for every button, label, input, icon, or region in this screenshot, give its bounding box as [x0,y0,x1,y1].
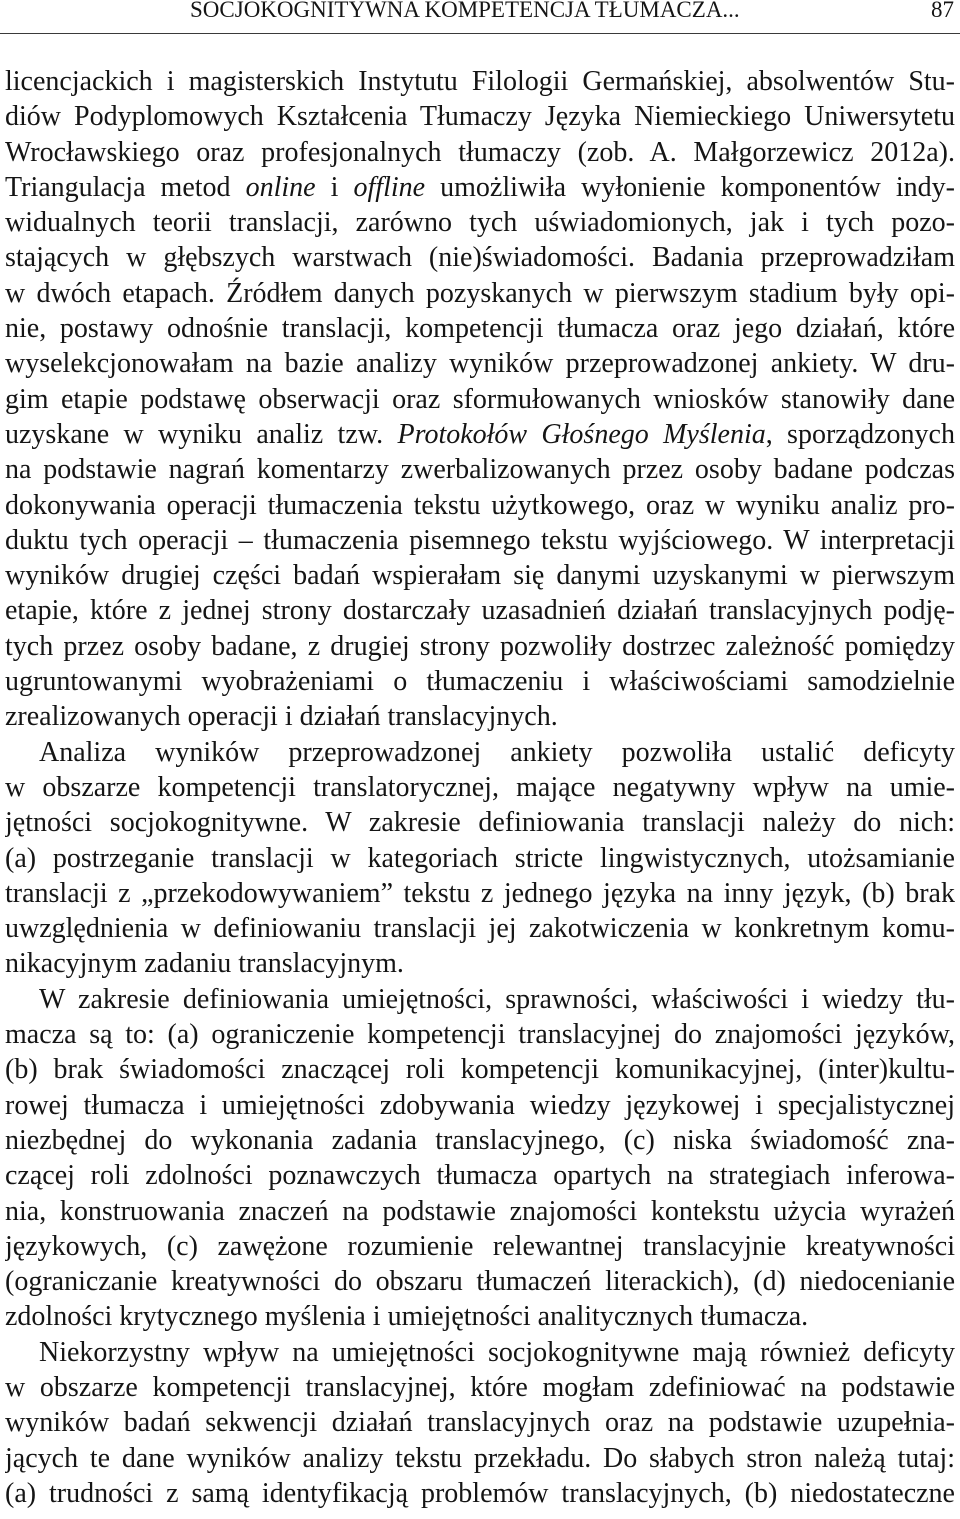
text-segment: jących te dane wyników analizy tekstu przekładu. Do słabych stron należą tutaj: [5,1442,955,1474]
text-segment: licencjackich i magisterskich Instytutu Filologii Germańskiej, absolwentów Stu- [5,66,955,97]
text-segment: niezbędnej do wykonania zadania translacyjnego, (c) niska świadomość zna- [5,1124,955,1156]
text-segment: gim etapie podstawę obserwacji oraz sformułowanych wniosków stanowiły dane [5,383,955,415]
paragraph [5,982,955,1335]
text-segment: na podstawie nagrań komentarzy zwerbalizowanych przez osoby badane podczas [5,454,955,486]
text-segment: w obszarze kompetencji translatorycznej, mające negatywny wpływ na umie- [5,771,955,803]
text-line [5,1194,955,1229]
text-segment: (a) postrzeganie translacji w kategoriach stricte lingwistycznych, utożsamianie [5,842,955,874]
paragraph [5,735,955,982]
paragraph [5,1335,955,1511]
text-segment: czącej roli zdolności poznawczych tłumacza opartych na strategiach inferowa- [5,1160,955,1192]
text-segment: Triangulacja metod [5,171,246,203]
text-segment: duktu tych operacji – tłumaczenia pisemnego tekstu wyjściowego. W interpretacji [5,524,955,556]
text-line [5,135,955,170]
text-segment: diów Podyplomowych Kształcenia Tłumaczy Języka Niemieckiego Uniwersytetu [5,101,955,133]
text-segment: w obszarze kompetencji translacyjnej, które mogłam zdefiniować na podstawie [5,1371,955,1403]
text-segment: rowej tłumacza i umiejętności zdobywania wiedzy językowej i specjalistycznej [5,1089,955,1121]
text-segment: ugruntowanymi wyobrażeniami o tłumaczeniu i właściwościami samodzielnie [5,666,955,698]
text-line [5,99,955,134]
text-segment: widualnych teorii translacji, zarówno tych uświadomionych, jak i tych pozo- [5,207,955,239]
text-segment: wyselekcjonowałam na bazie analizy wyników przeprowadzonej ankiety. W dru- [5,348,955,380]
text-line [5,1017,955,1052]
text-line [5,593,955,628]
text-segment: i [315,171,354,203]
text-segment: , sporządzonych [765,418,955,450]
text-segment: nia, konstruowania znaczeń na podstawie znajomości kontekstu użycia wyrażeń [5,1195,955,1227]
text-segment: Niekorzystny wpływ na umiejętności socjokognitywne mają również deficyty [39,1336,955,1368]
text-segment: Analiza wyników przeprowadzonej ankiety pozwoliła ustalić deficyty [39,736,955,768]
text-line [5,1476,955,1511]
text-line [5,1052,955,1087]
text-segment: (b) brak świadomości znaczącej roli kompetencji komunikacyjnej, (inter)kultu- [5,1054,955,1086]
text-line [5,1335,955,1370]
text-line [5,452,955,487]
text-segment: wyników drugiej części badań wspierałam się danymi uzyskanymi w pierwszym [5,560,955,592]
text-line [5,417,955,452]
text-line [5,1123,955,1158]
text-segment: umożliwiła wyłonienie komponentów indy- [425,171,955,203]
text-line [5,1264,955,1299]
text-line [5,699,955,734]
text-line [5,558,955,593]
text-segment: stających w głębszych warstwach (nie)świadomości. Badania przeprowadziłam [5,242,955,274]
text-line [5,346,955,381]
text-line [5,982,955,1017]
text-segment: macza są to: (a) ograniczenie kompetencji translacyjnej do znajomości języków, [5,1019,955,1051]
italic-text: offline [353,171,426,203]
text-segment: w dwóch etapach. Źródłem danych pozyskanych w pierwszym stadium były opi- [5,277,955,309]
text-line [5,240,955,275]
italic-text: Protokołów Głośnego Myślenia [397,418,766,450]
text-segment: wyników badań sekwencji działań translacyjnych oraz na podstawie uzupełnia- [5,1407,955,1439]
text-segment: tych przez osoby badane, z drugiej strony pozwoliły dostrzec zależność pomiędzy [5,630,955,662]
text-segment: zdolności krytycznego myślenia i umiejętności analitycznych tłumacza. [5,1301,809,1333]
text-segment: nikacyjnym zadaniu translacyjnym. [5,948,404,980]
text-line [5,64,955,99]
text-segment: (a) trudności z samą identyfikacją problemów translacyjnych, (b) niedostateczne [5,1477,955,1509]
text-segment: translacji z „przekodowywaniem” tekstu z jednego języka na inny język, (b) brak [5,877,955,909]
text-line [5,664,955,699]
text-line [5,1088,955,1123]
text-line [5,805,955,840]
text-segment: uzyskane w wyniku analiz tzw. [5,418,398,450]
text-line [5,382,955,417]
text-line [5,946,955,981]
text-segment: etapie, które z jednej strony dostarczały uzasadnień działań translacyjnych podję- [5,595,955,627]
text-line [5,629,955,664]
text-line [5,488,955,523]
text-line [5,1441,955,1476]
text-segment: nie, postawy odnośnie translacji, kompetencji tłumacza oraz jego działań, które [5,313,955,345]
text-line [5,1299,955,1334]
text-line [5,1229,955,1264]
text-segment: jętności socjokognitywne. W zakresie definiowania translacji należy do nich: [5,807,955,839]
text-line [5,735,955,770]
text-segment: Wrocławskiego oraz profesjonalnych tłumaczy (zob. A. Małgorzewicz 2012a). [5,136,955,168]
text-line [5,1405,955,1440]
text-line [5,1158,955,1193]
text-line [5,205,955,240]
text-line [5,876,955,911]
text-segment: językowych, (c) zawężone rozumienie relewantnej translacyjnie kreatywności [5,1230,955,1262]
page-number: 87 [931,0,954,22]
text-line [5,911,955,946]
text-line [5,770,955,805]
body-text [5,64,955,1514]
header-rule [0,33,960,34]
text-line [5,276,955,311]
text-line [5,523,955,558]
text-segment: uwzględnienia w definiowaniu translacji jej zakotwiczenia w konkretnym komu- [5,913,955,945]
text-line [5,170,955,205]
text-line [5,311,955,346]
text-segment: dokonywania operacji tłumaczenia tekstu użytkowego, oraz w wyniku analiz pro- [5,489,955,521]
running-header-title: SOCJOKOGNITYWNA KOMPETENCJA TŁUMACZA... [190,0,740,22]
text-segment: W zakresie definiowania umiejętności, sprawności, właściwości i wiedzy tłu- [39,983,955,1015]
running-header [0,0,960,34]
paragraph [5,64,955,735]
italic-text: online [245,171,316,203]
text-line [5,841,955,876]
text-segment: (ograniczanie kreatywności do obszaru tłumaczeń literackich), (d) niedocenianie [5,1266,955,1298]
text-segment: zrealizowanych operacji i działań translacyjnych. [5,701,558,733]
text-line [5,1370,955,1405]
